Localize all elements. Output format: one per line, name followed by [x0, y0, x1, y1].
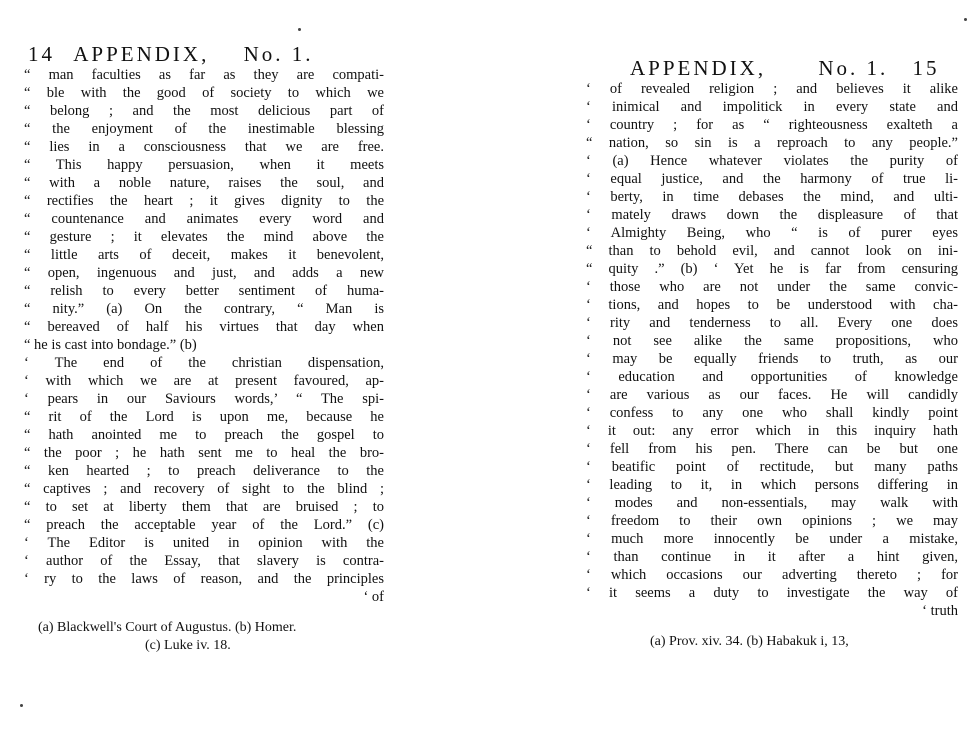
- text-line: ‘ rity and tenderness to all. Every one does: [586, 315, 958, 331]
- text-line: “ countenance and animates every word and: [24, 211, 384, 227]
- right-page-text: [586, 80, 958, 620]
- text-line: “ little arts of deceit, makes it benevolent,: [24, 247, 384, 263]
- ink-speck: [20, 704, 23, 707]
- text-line: ‘ freedom to their own opinions ; we may: [586, 513, 958, 529]
- text-line: ‘ fell from his pen. There can be but one: [586, 441, 958, 457]
- text-line: “ captives ; and recovery of sight to the blind ;: [24, 481, 384, 497]
- text-line: “ lies in a consciousness that we are free.: [24, 139, 384, 155]
- text-line: “ the enjoyment of the inestimable blessing: [24, 121, 384, 137]
- text-line: “ than to behold evil, and cannot look on ini-: [586, 243, 958, 259]
- footnote: (a) Prov. xiv. 34. (b) Habakuk i, 13,: [650, 634, 849, 649]
- text-line: ‘ inimical and impolitick in every state and: [586, 99, 958, 115]
- text-line: ‘ mately draws down the displeasure of that: [586, 207, 958, 223]
- text-line: “ with a noble nature, raises the soul, and: [24, 175, 384, 191]
- text-line: ‘ it seems a duty to investigate the way of: [586, 585, 958, 601]
- text-line: ‘ ry to the laws of reason, and the principles: [24, 571, 384, 587]
- text-line: ‘ Almighty Being, who “ is of purer eyes: [586, 225, 958, 241]
- text-line: ‘ may be equally friends to truth, as our: [586, 351, 958, 367]
- text-line: “ nity.” (a) On the contrary, “ Man is: [24, 301, 384, 317]
- text-line: ‘ it out: any error which in this inquiry hath: [586, 423, 958, 439]
- text-line: ‘ country ; for as “ righteousness exalteth a: [586, 117, 958, 133]
- text-line: ‘ (a) Hence whatever violates the purity of: [586, 153, 958, 169]
- catchword: ‘ of: [363, 589, 384, 605]
- left-page-header: [28, 42, 314, 67]
- ink-speck: [298, 28, 301, 31]
- text-line: “ hath anointed me to preach the gospel to: [24, 427, 384, 443]
- left-section-number: No. 1.: [243, 42, 314, 66]
- text-line: “ to set at liberty them that are bruised ; to: [24, 499, 384, 515]
- catchword: ‘ truth: [922, 603, 958, 619]
- text-line: “ rit of the Lord is upon me, because he: [24, 409, 384, 425]
- text-line: ‘ The Editor is united in opinion with the: [24, 535, 384, 551]
- text-line: ‘ those who are not under the same convic-: [586, 279, 958, 295]
- text-line: ‘ with which we are at present favoured, ap-: [24, 373, 384, 389]
- text-line: ‘ leading to it, in which persons differing in: [586, 477, 958, 493]
- text-line: “ ble with the good of society to which we: [24, 85, 384, 101]
- text-line: “ nation, so sin is a reproach to any people.”: [586, 135, 958, 151]
- text-line: “ he is cast into bondage.” (b): [24, 337, 197, 353]
- text-line: “ ken hearted ; to preach deliverance to the: [24, 463, 384, 479]
- text-line: ‘ than continue in it after a hint given,: [586, 549, 958, 565]
- left-page-number: 14: [28, 42, 55, 66]
- text-line: ‘ of revealed religion ; and believes it alike: [586, 81, 958, 97]
- right-section-number: No. 1.: [818, 56, 889, 80]
- text-line: ‘ equal justice, and the harmony of true li-: [586, 171, 958, 187]
- text-line: “ rectifies the heart ; it gives dignity to the: [24, 193, 384, 209]
- text-line: “ man faculties as far as they are compati-: [24, 67, 384, 83]
- left-page-text: [24, 66, 384, 606]
- text-line: ‘ The end of the christian dispensation,: [24, 355, 384, 371]
- right-page-number: 15: [912, 56, 940, 80]
- text-line: “ preach the acceptable year of the Lord.” (c): [24, 517, 384, 533]
- text-line: ‘ berty, in time debases the mind, and ulti-: [586, 189, 958, 205]
- text-line: ‘ much more innocently be under a mistake,: [586, 531, 958, 547]
- right-running-title: APPENDIX,: [630, 56, 767, 80]
- footnote: (a) Blackwell's Court of Augustus. (b) Homer.: [38, 620, 297, 635]
- text-line: “ relish to every better sentiment of huma-: [24, 283, 384, 299]
- ink-speck: [964, 18, 967, 21]
- text-line: ‘ not see alike the same propositions, who: [586, 333, 958, 349]
- text-line: “ belong ; and the most delicious part of: [24, 103, 384, 119]
- text-line: ‘ education and opportunities of knowledge: [586, 369, 958, 385]
- text-line: “ This happy persuasion, when it meets: [24, 157, 384, 173]
- text-line: “ open, ingenuous and just, and adds a new: [24, 265, 384, 281]
- text-line: “ the poor ; he hath sent me to heal the bro-: [24, 445, 384, 461]
- text-line: “ bereaved of half his virtues that day when: [24, 319, 384, 335]
- text-line: ‘ confess to any one who shall kindly point: [586, 405, 958, 421]
- text-line: ‘ pears in our Saviours words,’ “ The spi-: [24, 391, 384, 407]
- text-line: ‘ author of the Essay, that slavery is contra-: [24, 553, 384, 569]
- footnote: (c) Luke iv. 18.: [145, 638, 231, 653]
- text-line: ‘ modes and non-essentials, may walk with: [586, 495, 958, 511]
- text-line: “ gesture ; it elevates the mind above the: [24, 229, 384, 245]
- text-line: ‘ beatific point of rectitude, but many paths: [586, 459, 958, 475]
- right-page-header: [630, 56, 940, 81]
- right-page: [490, 0, 980, 752]
- text-line: ‘ are various as our faces. He will candidly: [586, 387, 958, 403]
- text-line: ‘ which occasions our adverting thereto ; for: [586, 567, 958, 583]
- text-line: ‘ tions, and hopes to be understood with cha-: [586, 297, 958, 313]
- left-running-title: APPENDIX,: [73, 42, 210, 66]
- text-line: “ quity .” (b) ‘ Yet he is far from censuring: [586, 261, 958, 277]
